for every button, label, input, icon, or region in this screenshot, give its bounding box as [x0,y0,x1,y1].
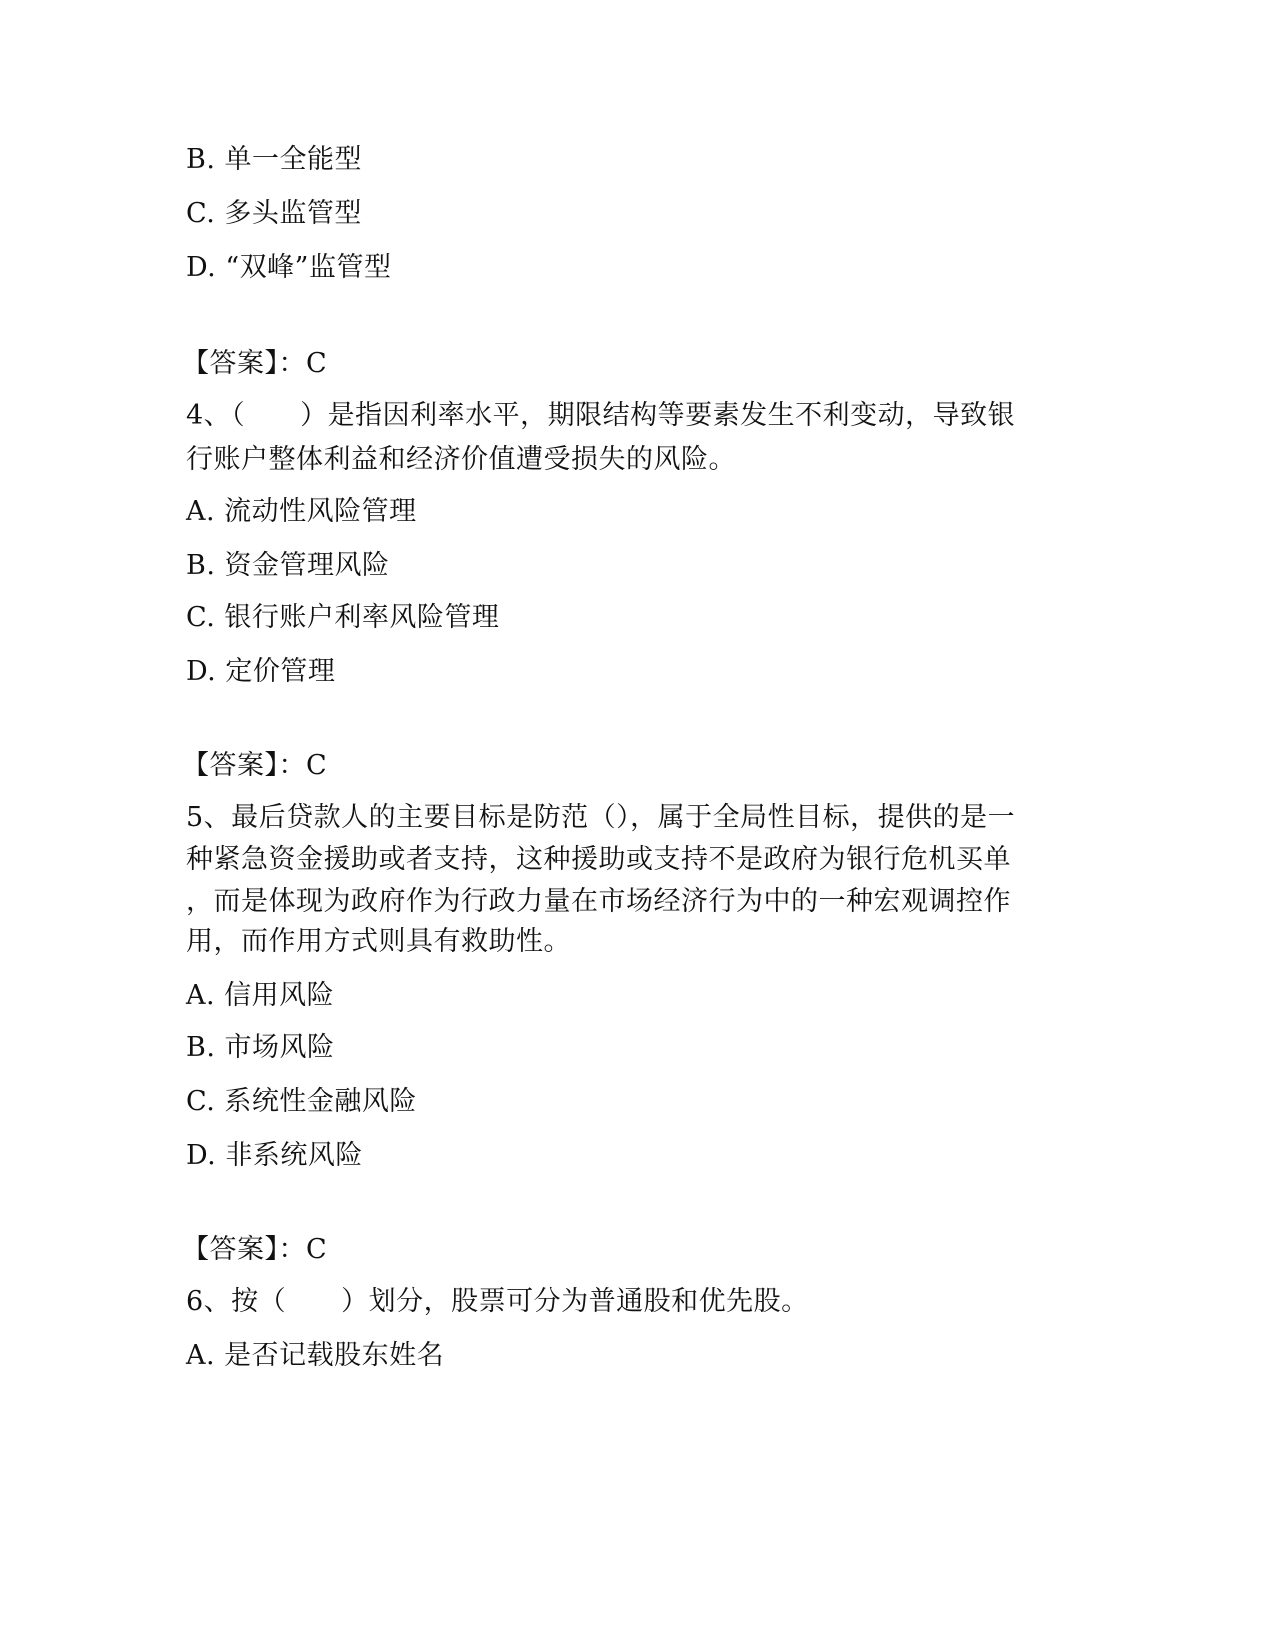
q6-option-a: A. 是否记载股东姓名 [186,1340,445,1371]
q5-option-a: A. 信用风险 [186,980,335,1011]
q6-stem-line-1: 6、按（ ）划分，股票可分为普通股和优先股。 [186,1286,809,1317]
q5-stem-line-2: 种紧急资金援助或者支持，这种援助或支持不是政府为银行危机买单 [186,844,1011,875]
q3-option-c: C. 多头监管型 [186,198,362,229]
q5-option-d: D. 非系统风险 [186,1140,363,1171]
q5-answer: 【答案】：C [182,1234,328,1265]
q3-option-d: D. “双峰”监管型 [186,252,392,283]
q5-stem-line-3: ，而是体现为政府作为行政力量在市场经济行为中的一种宏观调控作 [186,886,1011,917]
q4-option-b: B. 资金管理风险 [186,550,390,581]
q3-answer: 【答案】：C [182,348,328,379]
q4-option-c: C. 银行账户利率风险管理 [186,602,500,633]
q5-stem-line-1: 5、最后贷款人的主要目标是防范（），属于全局性目标，提供的是一 [186,802,1016,833]
q4-stem-line-1: 4、（ ）是指因利率水平，期限结构等要素发生不利变动，导致银 [186,400,1016,431]
q4-option-a: A. 流动性风险管理 [186,496,417,527]
q5-option-b: B. 市场风险 [186,1032,335,1063]
q4-stem-line-2: 行账户整体利益和经济价值遭受损失的风险。 [186,444,736,475]
q5-option-c: C. 系统性金融风险 [186,1086,417,1117]
q4-option-d: D. 定价管理 [186,656,336,687]
q4-answer: 【答案】：C [182,750,328,781]
q5-stem-line-4: 用，而作用方式则具有救助性。 [186,926,571,957]
q3-option-b: B. 单一全能型 [186,144,363,175]
